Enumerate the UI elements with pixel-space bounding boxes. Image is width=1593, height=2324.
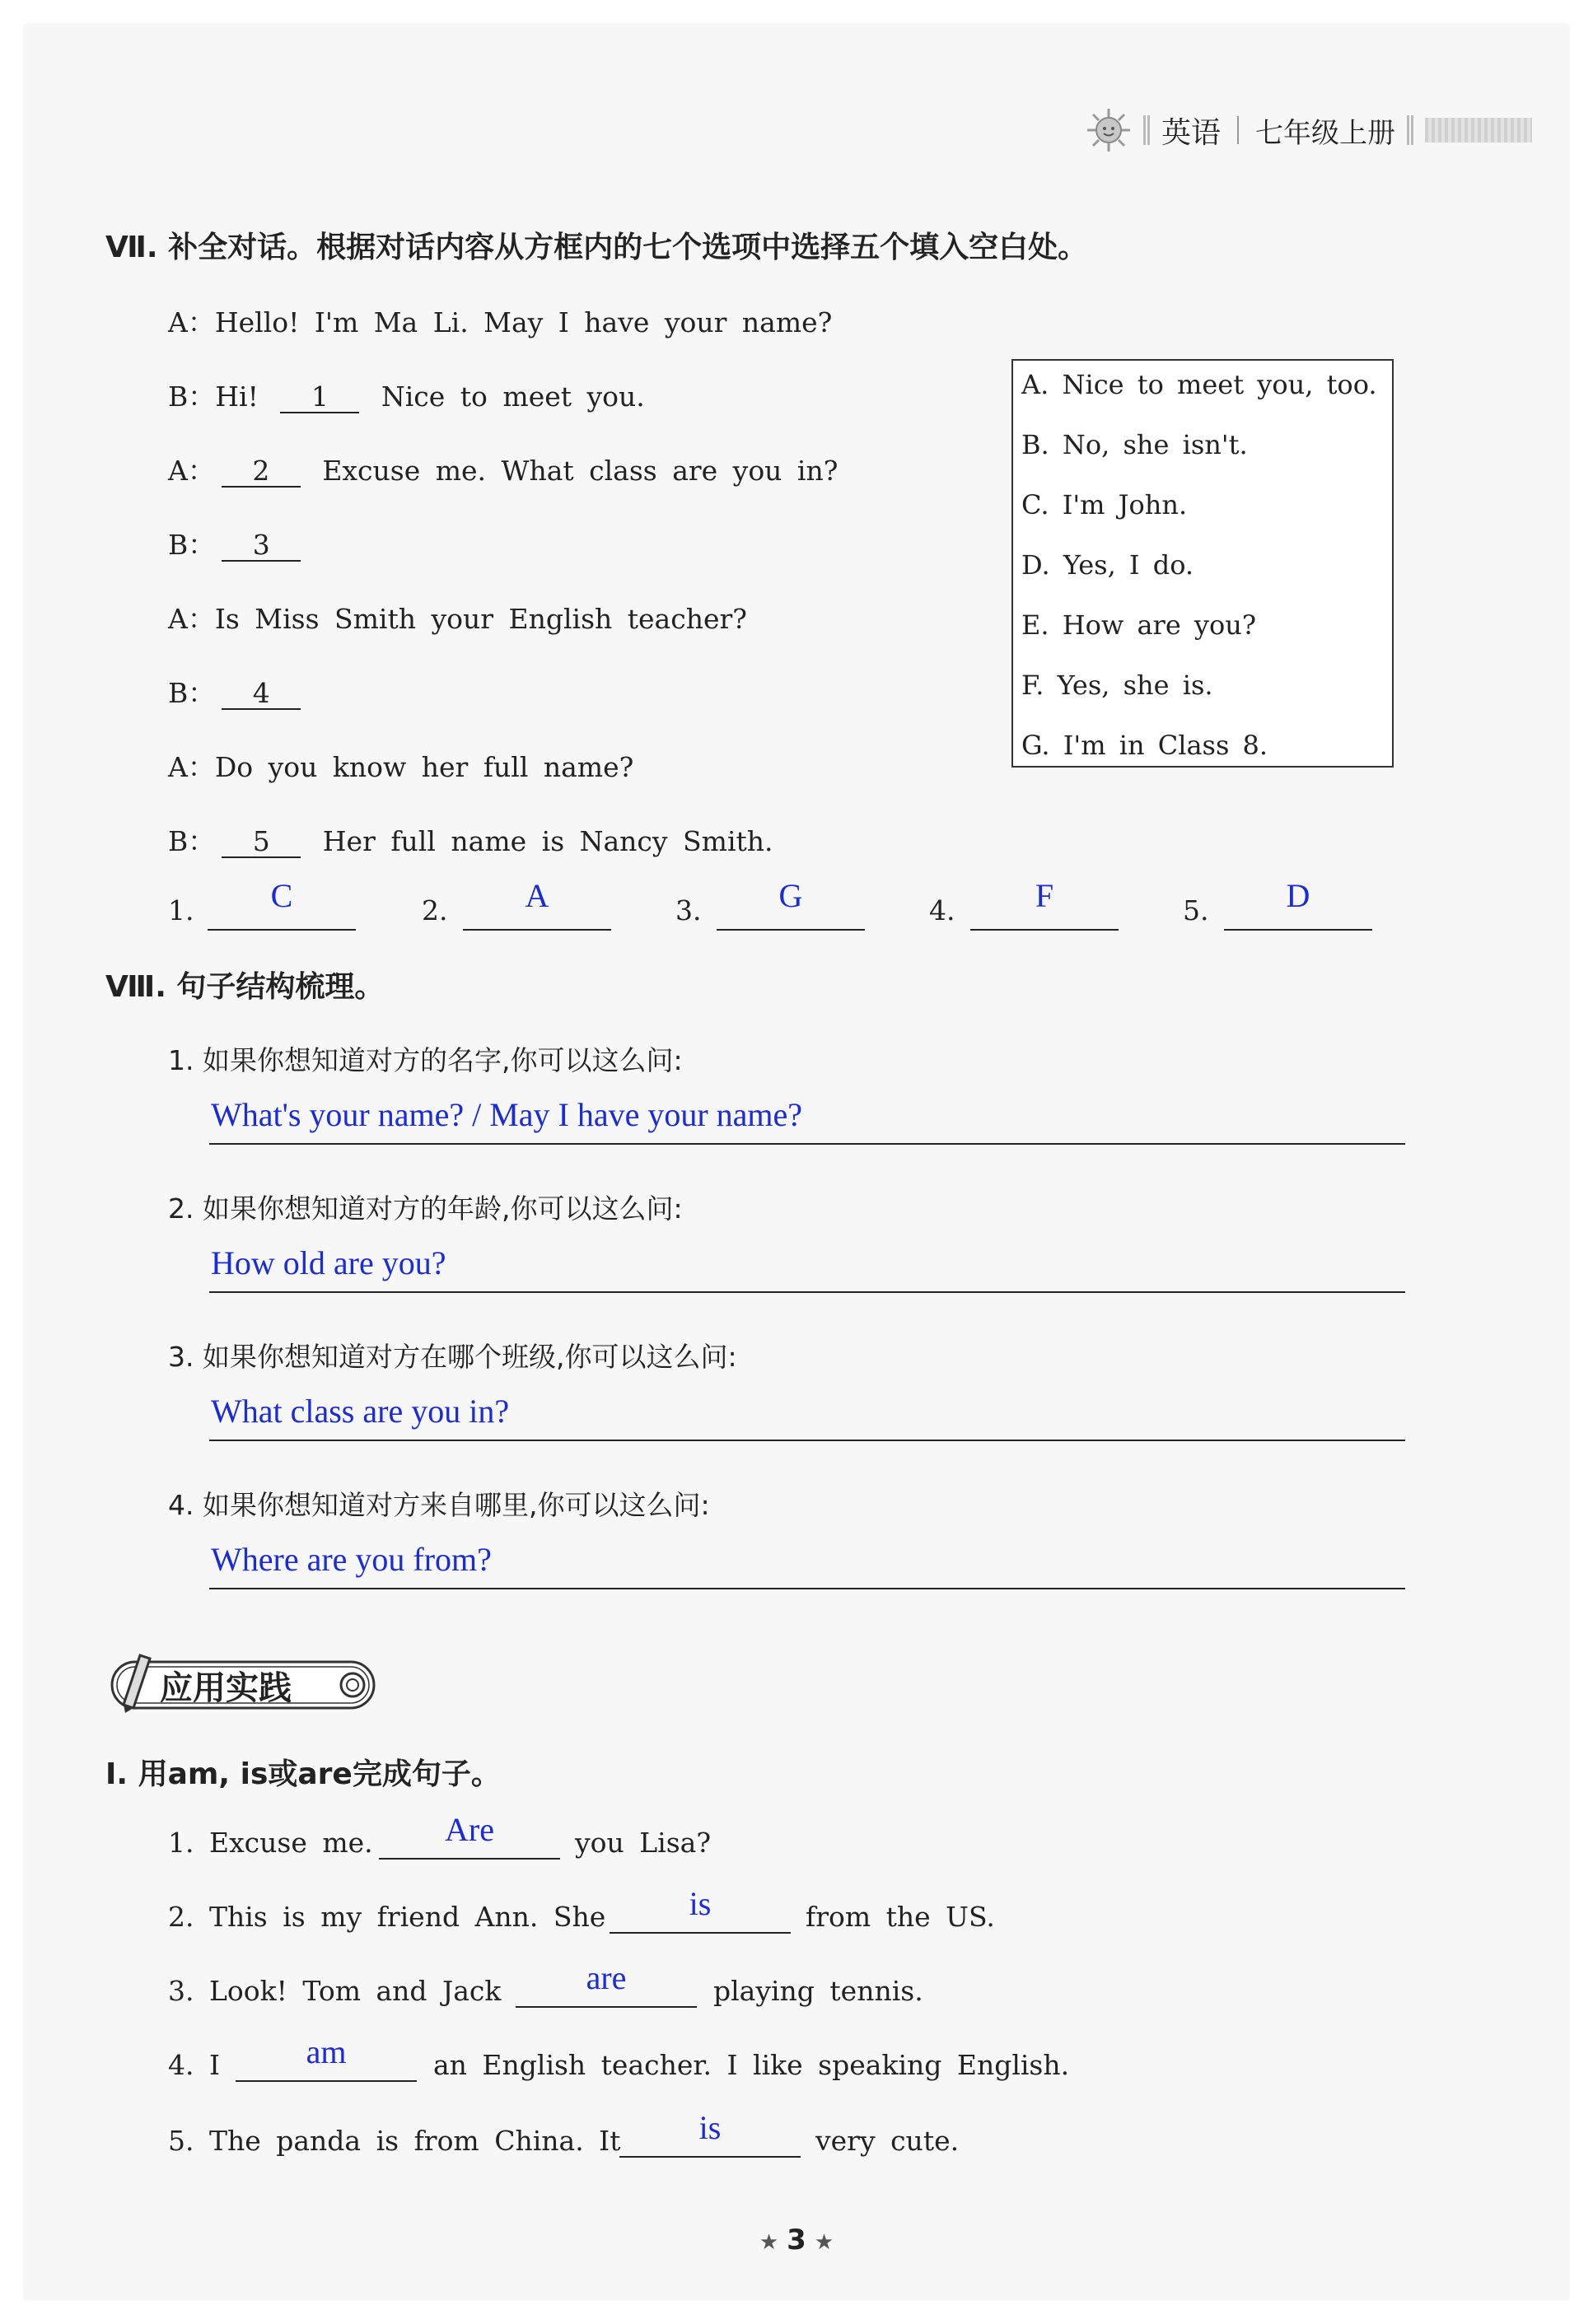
fill-item-1-pre: 1. Excuse me. <box>168 1827 373 1859</box>
fill-blank-2[interactable] <box>610 1932 791 1934</box>
fill-answer-4: am <box>306 2033 347 2070</box>
question-3: 3. 如果你想知道对方在哪个班级,你可以这么问: <box>168 1341 737 1373</box>
fill-blank-5[interactable] <box>619 2156 801 2158</box>
fill-answer-5: is <box>698 2109 722 2146</box>
section-8-title: Ⅷ. 句子结构梳理。 <box>105 970 385 1004</box>
option-g: G. I'm in Class 8. <box>1021 730 1268 761</box>
header-subject: 英语 <box>1161 115 1222 150</box>
answer-letter-2: A <box>525 877 549 914</box>
fill-blank-3[interactable] <box>516 2006 697 2008</box>
fill-answer-2: is <box>689 1885 712 1922</box>
question-1: 1. 如果你想知道对方的名字,你可以这么问: <box>168 1044 683 1076</box>
answer-line-1[interactable] <box>209 1143 1405 1145</box>
section-7-title: Ⅶ. 补全对话。根据对话内容从方框内的七个选项中选择五个填入空白处。 <box>105 231 1088 264</box>
fill-item-2-post: from the US. <box>806 1901 995 1933</box>
fill-item-3-pre: 3. Look! Tom and Jack <box>168 1975 502 2007</box>
fill-item-5-post: very cute. <box>815 2125 960 2157</box>
fill-blank-4[interactable] <box>236 2080 417 2082</box>
option-c: C. I'm John. <box>1021 489 1188 520</box>
answer-4: Where are you from? <box>211 1541 492 1578</box>
option-e: E. How are you? <box>1021 609 1257 641</box>
fill-answer-1: Are <box>445 1811 494 1848</box>
answer-letter-3: G <box>778 877 803 914</box>
header-divider <box>1237 116 1239 144</box>
answer-line-3[interactable] <box>209 1440 1405 1441</box>
answer-num-4: 4. <box>929 894 955 926</box>
star-icon: ★ <box>814 2230 834 2255</box>
option-a: A. Nice to meet you, too. <box>1021 369 1377 400</box>
fill-item-4-post: an English teacher. I like speaking English. <box>433 2049 1070 2081</box>
sun-logo-icon <box>1086 107 1132 153</box>
answer-letter-5: D <box>1286 877 1310 914</box>
answer-1: What's your name? / May I have your name? <box>211 1096 803 1133</box>
page-number: ★ 3 ★ <box>759 2224 834 2256</box>
dialogue-line-2: B：Hi! 1 Nice to meet you. <box>168 380 645 413</box>
header-decor-bar <box>1425 118 1532 142</box>
dialogue-line-1: A：Hello! I'm Ma Li. May I have your name? <box>168 306 833 338</box>
page-header <box>1086 105 1532 155</box>
fill-item-1-post: you Lisa? <box>575 1827 712 1859</box>
answer-num-1: 1. <box>168 894 194 926</box>
dialogue-line-5: A：Is Miss Smith your English teacher? <box>168 603 747 635</box>
fill-answer-3: are <box>586 1959 627 1996</box>
section-1-title: Ⅰ. 用am, is或are完成句子。 <box>105 1757 501 1791</box>
dialogue-line-8: B： 5 Her full name is Nancy Smith. <box>168 825 773 857</box>
fill-item-2-pre: 2. This is my friend Ann. She <box>168 1901 606 1933</box>
answer-line-4[interactable] <box>209 1588 1405 1589</box>
answer-num-3: 3. <box>675 894 702 926</box>
question-2: 2. 如果你想知道对方的年龄,你可以这么问: <box>168 1192 683 1225</box>
answer-letter-4: F <box>1035 877 1054 914</box>
dialogue-line-3: A： 2 Excuse me. What class are you in? <box>168 455 839 487</box>
option-b: B. No, she isn't. <box>1021 429 1248 460</box>
question-4: 4. 如果你想知道对方来自哪里,你可以这么问: <box>168 1489 710 1521</box>
answer-letter-1: C <box>270 877 293 914</box>
fill-item-5-pre: 5. The panda is from China. It <box>168 2125 621 2157</box>
fill-item-3-post: playing tennis. <box>713 1975 923 2007</box>
fill-blank-1[interactable] <box>379 1858 560 1860</box>
practice-section-badge <box>100 1650 389 1713</box>
header-divider <box>1407 115 1413 145</box>
option-d: D. Yes, I do. <box>1021 549 1194 581</box>
options-box <box>1011 359 1394 768</box>
option-f: F. Yes, she is. <box>1021 670 1213 701</box>
answer-line-2[interactable] <box>209 1291 1405 1293</box>
fill-item-4-pre: 4. I <box>168 2049 221 2081</box>
answer-3: What class are you in? <box>211 1393 510 1430</box>
answer-2: How old are you? <box>211 1244 446 1281</box>
star-icon: ★ <box>759 2230 779 2255</box>
dialogue-line-4: B： 3 <box>168 524 307 562</box>
answer-num-5: 5. <box>1183 894 1209 926</box>
header-grade: 七年级上册 <box>1255 116 1396 150</box>
dialogue-line-6: B： 4 <box>168 672 307 711</box>
header-divider <box>1143 115 1150 145</box>
practice-label: 应用实践 <box>160 1669 292 1707</box>
answer-num-2: 2. <box>422 894 448 926</box>
dialogue-line-7: A：Do you know her full name? <box>168 751 634 783</box>
